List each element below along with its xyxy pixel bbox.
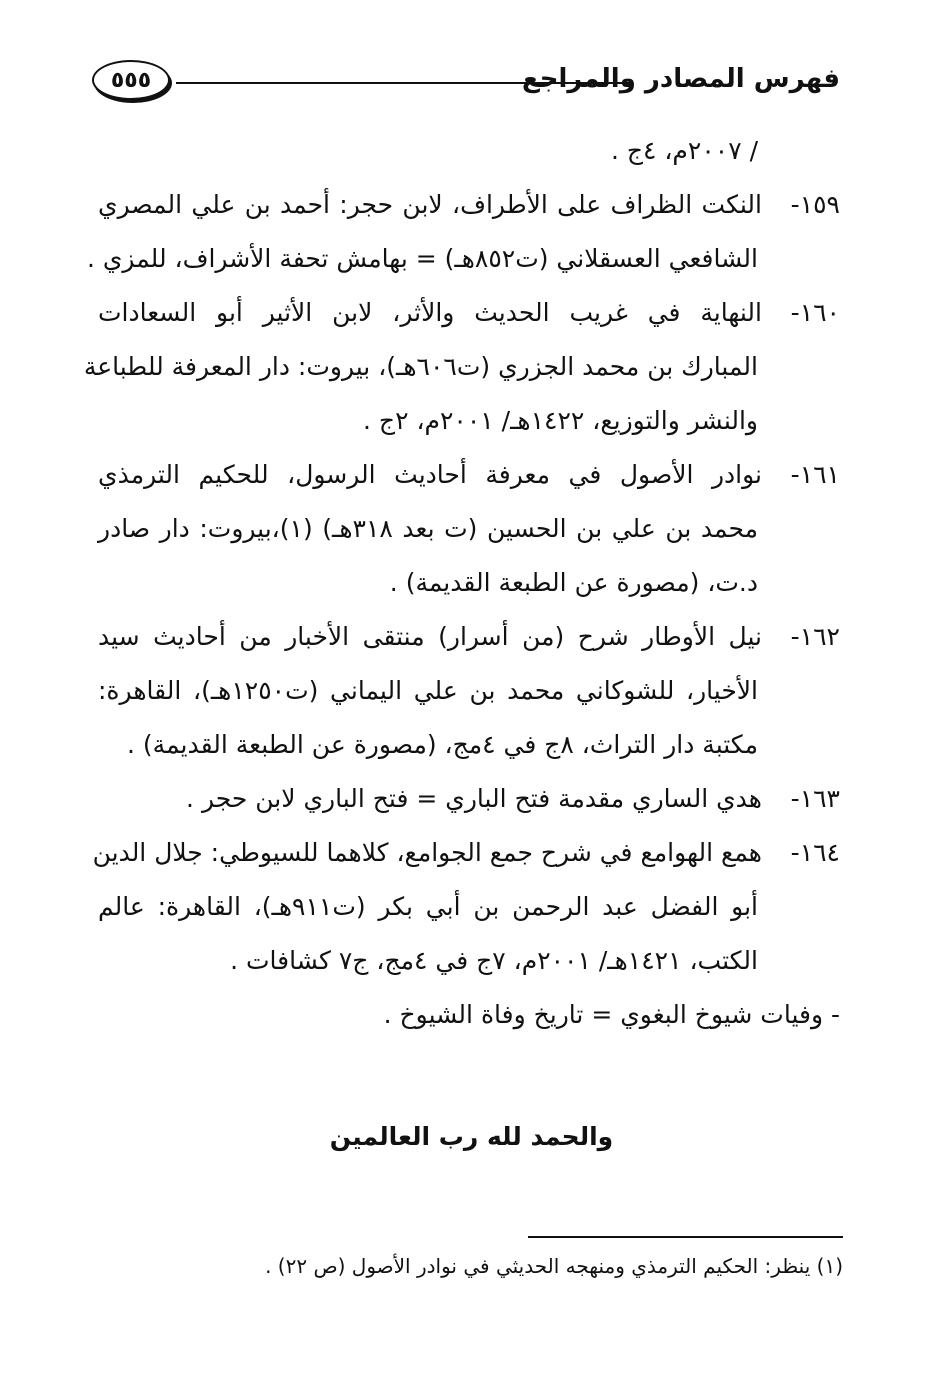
text-line: / ٢٠٠٧م، ٤ج . [610,136,758,165]
entry-text: النهاية في غريب الحديث والأثر، لابن الأثير أبو السعادات [98,298,762,327]
entry-number: ١٦٠- [790,298,840,327]
footnote-rule [528,1236,843,1238]
entry-text: النكت الظراف على الأطراف، لابن حجر: أحمد بن علي المصري [98,190,762,219]
entry-text: نيل الأوطار شرح (من أسرار) منتقى الأخبار من أحاديث سيد [98,622,762,651]
entry-number: ١٥٩- [790,190,840,219]
entry-text: نوادر الأصول في معرفة أحاديث الرسول، للحكيم الترمذي [98,460,762,489]
entry-161-line-2: محمد بن علي بن الحسين (ت بعد ٣١٨هـ) (١)،بيروت: دار صادر [98,514,758,543]
entry-162-line-3: مكتبة دار التراث، ٨ج في ٤مج، (مصورة عن الطبعة القديمة) . [127,730,758,759]
entry-160-line-1 [98,286,840,340]
entry-159-line-1 [98,178,840,232]
entry-number: ١٦٤- [790,838,840,867]
entry-number: ١٦٣- [790,784,840,813]
entry-163-line-1 [98,772,840,826]
body-text [83,124,840,1042]
closing-phrase: والحمد لله رب العالمين [329,1122,614,1151]
entry-160-line-3: والنشر والتوزيع، ١٤٢٢هـ/ ٢٠٠١م، ٢ج . [363,406,758,435]
page-header [92,60,840,104]
entry-number: ١٦٢- [790,622,840,651]
entry-164-line-1 [92,826,840,880]
final-line: - وفيات شيوخ البغوي = تاريخ وفاة الشيوخ . [383,1000,840,1029]
page-number: ٥٥٥ [92,60,170,100]
entry-162-line-2: الأخيار، للشوكاني محمد بن علي اليماني (ت١٢٥٠هـ)، القاهرة: [98,676,759,705]
entry-164-line-2: أبو الفضل عبد الرحمن بن أبي بكر (ت٩١١هـ)، القاهرة: عالم [98,892,758,921]
entry-text: همع الهوامع في شرح جمع الجوامع، كلاهما للسيوطي: جلال الدين [92,838,762,867]
entry-161-line-1 [98,448,840,502]
footnote: (١) ينظر: الحكيم الترمذي ومنهجه الحديثي في نوادر الأصول (ص ٢٢) . [265,1254,843,1278]
entry-160-line-2: المبارك بن محمد الجزري (ت٦٠٦هـ)، بيروت: دار المعرفة للطباعة [83,352,758,381]
entry-text: هدي الساري مقدمة فتح الباري = فتح الباري لابن حجر . [186,784,762,813]
entry-159-line-2: الشافعي العسقلاني (ت٨٥٢هـ) = بهامش تحفة الأشراف، للمزي . [86,244,758,273]
running-title: فهرس المصادر والمراجع [522,64,840,94]
entry-161-line-3: د.ت، (مصورة عن الطبعة القديمة) . [389,568,758,597]
entry-164-line-3: الكتب، ١٤٢١هـ/ ٢٠٠١م، ٧ج في ٤مج، ج٧ كشافات . [230,946,758,975]
entry-162-line-1 [98,610,840,664]
entry-number: ١٦١- [790,460,840,489]
